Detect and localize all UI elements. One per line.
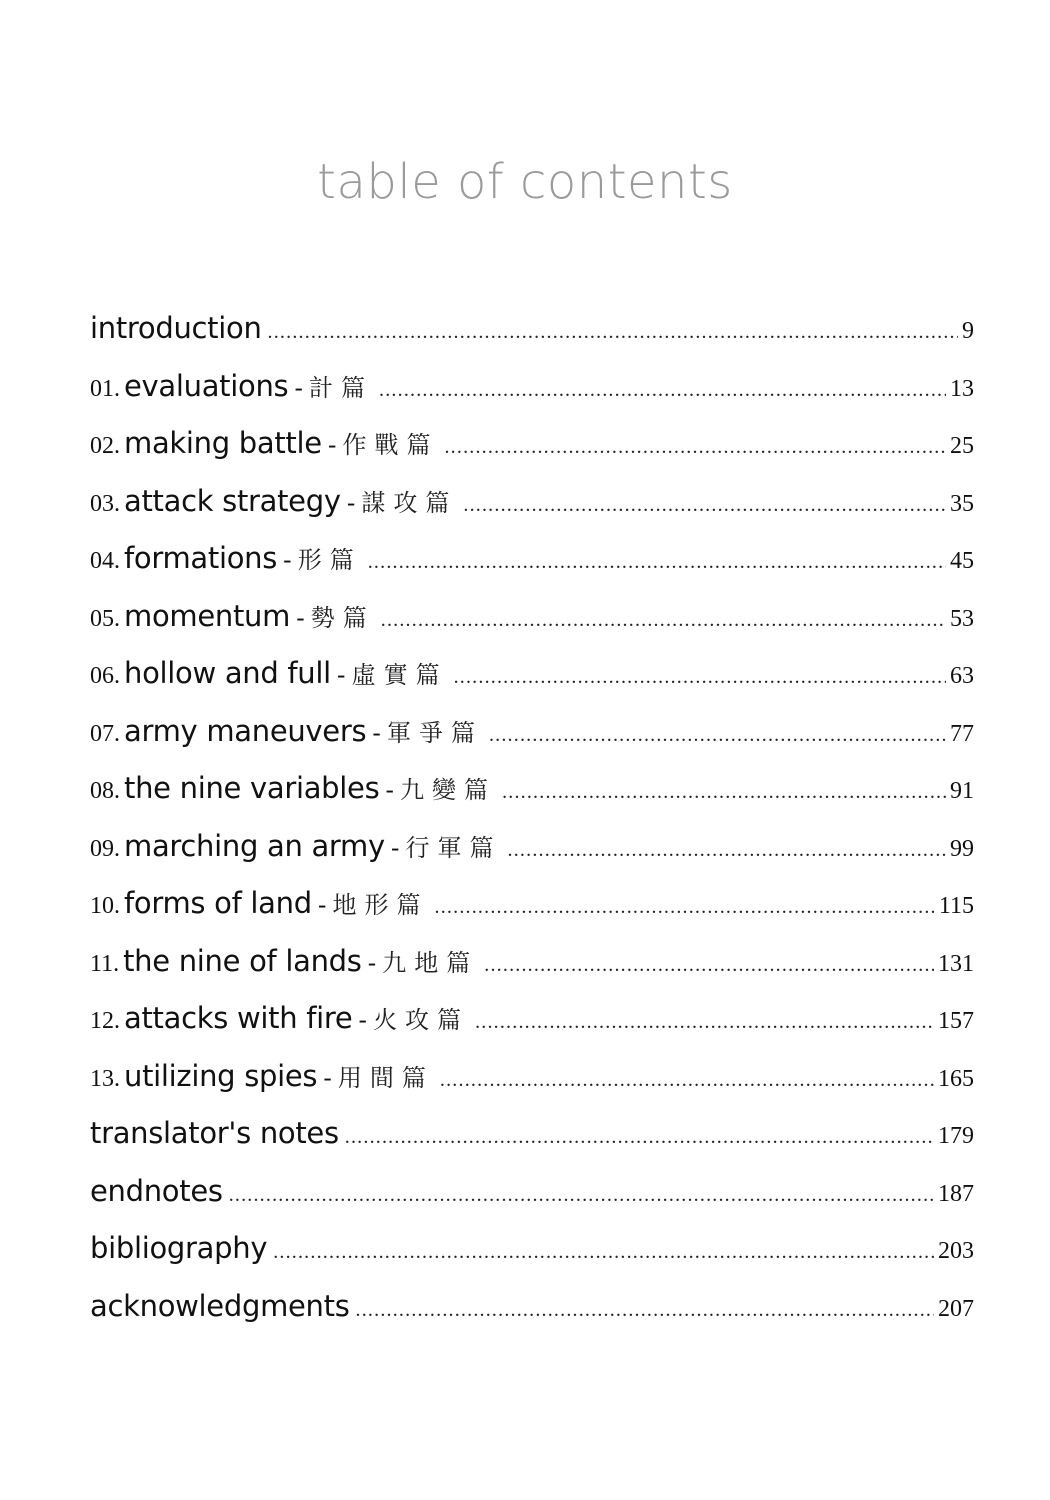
entry-label: endnotes (90, 1173, 223, 1208)
entry-page-number: 203 (938, 1238, 974, 1264)
entry-page-number: 99 (950, 835, 974, 862)
separator: - (327, 431, 337, 459)
chinese-title: 謀攻篇 (361, 488, 458, 517)
dot-leader (440, 1058, 934, 1102)
separator: - (283, 546, 292, 574)
entry-page-number: 35 (950, 490, 974, 517)
toc-entry-translators-notes[interactable] (90, 1111, 974, 1169)
toc-entry-chapter-05[interactable] (90, 594, 974, 652)
dot-leader (379, 368, 946, 412)
entry-label: attack strategy (124, 483, 341, 518)
entry-page-number: 45 (950, 548, 974, 574)
toc-entry-introduction[interactable] (90, 306, 974, 364)
toc-entry-chapter-09[interactable] (90, 824, 974, 882)
toc-entry-chapter-08[interactable] (90, 766, 974, 824)
chinese-title: 計篇 (309, 373, 374, 402)
entry-page-number: 131 (938, 950, 974, 977)
toc-entry-chapter-12[interactable] (90, 996, 974, 1054)
entry-page-number: 115 (938, 893, 974, 919)
toc-entry-chapter-06[interactable] (90, 651, 974, 709)
toc-entry-chapter-13[interactable] (90, 1054, 974, 1112)
entry-page-number: 187 (938, 1180, 974, 1207)
entry-page-number: 63 (950, 663, 974, 689)
dot-leader (508, 828, 946, 872)
entry-page-number: 157 (938, 1008, 974, 1034)
entry-label: momentum (124, 598, 291, 633)
dot-leader (435, 885, 935, 929)
separator: - (372, 718, 381, 747)
entry-label: forms of land (124, 886, 312, 920)
dot-leader (463, 483, 946, 527)
dot-leader (345, 1115, 934, 1159)
toc-entry-acknowledgments[interactable] (90, 1284, 974, 1342)
entry-page-number: 25 (950, 433, 974, 459)
entry-label: translator's notes (90, 1116, 339, 1150)
chapter-number: 05. (90, 605, 120, 632)
entry-label: marching an army (124, 828, 385, 863)
separator: - (294, 373, 304, 402)
chapter-number: 12. (90, 1008, 120, 1034)
entry-label: introduction (90, 311, 262, 345)
chinese-title: 形篇 (297, 546, 362, 574)
entry-page-number: 207 (938, 1295, 974, 1322)
separator: - (358, 1006, 368, 1034)
chinese-title: 地形篇 (332, 891, 429, 919)
separator: - (367, 948, 377, 977)
chapter-number: 08. (90, 778, 120, 804)
entry-label: evaluations (124, 368, 289, 403)
separator: - (336, 661, 346, 689)
toc-entry-endnotes[interactable] (90, 1169, 974, 1227)
entry-label: hollow and full (124, 656, 331, 690)
entry-label: the nine of lands (123, 943, 362, 978)
page-title: table of contents (317, 154, 733, 210)
chinese-title: 軍爭篇 (386, 718, 483, 747)
chapter-number: 02. (90, 433, 120, 459)
chapter-number: 09. (90, 835, 120, 862)
entry-page-number: 53 (950, 605, 974, 632)
toc-entry-chapter-04[interactable] (90, 536, 974, 594)
entry-page-number: 9 (962, 318, 974, 344)
toc-entry-chapter-11[interactable] (90, 939, 974, 997)
entry-label: attacks with fire (124, 1001, 353, 1035)
dot-leader (356, 1288, 934, 1332)
entry-label: acknowledgments (90, 1288, 350, 1323)
chinese-title: 火攻篇 (373, 1006, 470, 1034)
toc-entry-chapter-02[interactable] (90, 421, 974, 479)
dot-leader (502, 770, 946, 814)
toc-entry-chapter-10[interactable] (90, 881, 974, 939)
dot-leader (489, 713, 946, 757)
chapter-number: 11. (90, 950, 120, 977)
separator: - (346, 488, 356, 517)
chinese-title: 行軍篇 (405, 833, 502, 862)
toc-entry-chapter-03[interactable] (90, 479, 974, 537)
entry-page-number: 77 (950, 720, 974, 747)
chinese-title: 勢篇 (310, 603, 375, 632)
chinese-title: 虛實篇 (351, 661, 448, 689)
chinese-title: 作戰篇 (342, 431, 439, 459)
entry-label: bibliography (90, 1231, 268, 1265)
toc-entry-chapter-07[interactable] (90, 709, 974, 767)
chinese-title: 九地篇 (382, 948, 479, 977)
separator: - (323, 1063, 332, 1092)
dot-leader (229, 1173, 934, 1217)
dot-leader (268, 310, 958, 354)
dot-leader (475, 1000, 934, 1044)
entry-page-number: 91 (950, 778, 974, 804)
chinese-title: 九變篇 (400, 776, 497, 804)
dot-leader (484, 943, 934, 987)
chapter-number: 03. (90, 490, 120, 517)
entry-label: the nine variables (124, 771, 380, 805)
separator: - (296, 603, 305, 632)
dot-leader (368, 540, 946, 584)
entry-label: formations (124, 541, 278, 575)
separator: - (390, 833, 400, 862)
chapter-number: 10. (90, 893, 120, 919)
chinese-title: 用間篇 (337, 1063, 434, 1092)
entry-page-number: 13 (950, 375, 974, 402)
entry-page-number: 179 (938, 1123, 974, 1149)
chapter-number: 04. (90, 548, 120, 574)
chapter-number: 06. (90, 663, 120, 689)
entry-label: making battle (124, 426, 322, 460)
entry-label: army maneuvers (124, 713, 367, 748)
chapter-number: 07. (90, 720, 120, 747)
separator: - (317, 891, 327, 919)
entry-page-number: 165 (938, 1065, 974, 1092)
chapter-number: 13. (90, 1065, 120, 1092)
entry-label: utilizing spies (124, 1058, 318, 1093)
chapter-number: 01. (90, 375, 120, 402)
toc-entry-chapter-01[interactable] (90, 364, 974, 422)
dot-leader (273, 1230, 934, 1274)
dot-leader (444, 425, 946, 469)
toc-entry-bibliography[interactable] (90, 1226, 974, 1284)
dot-leader (381, 598, 946, 642)
separator: - (385, 776, 395, 804)
dot-leader (454, 655, 946, 699)
table-of-contents (90, 306, 974, 1341)
